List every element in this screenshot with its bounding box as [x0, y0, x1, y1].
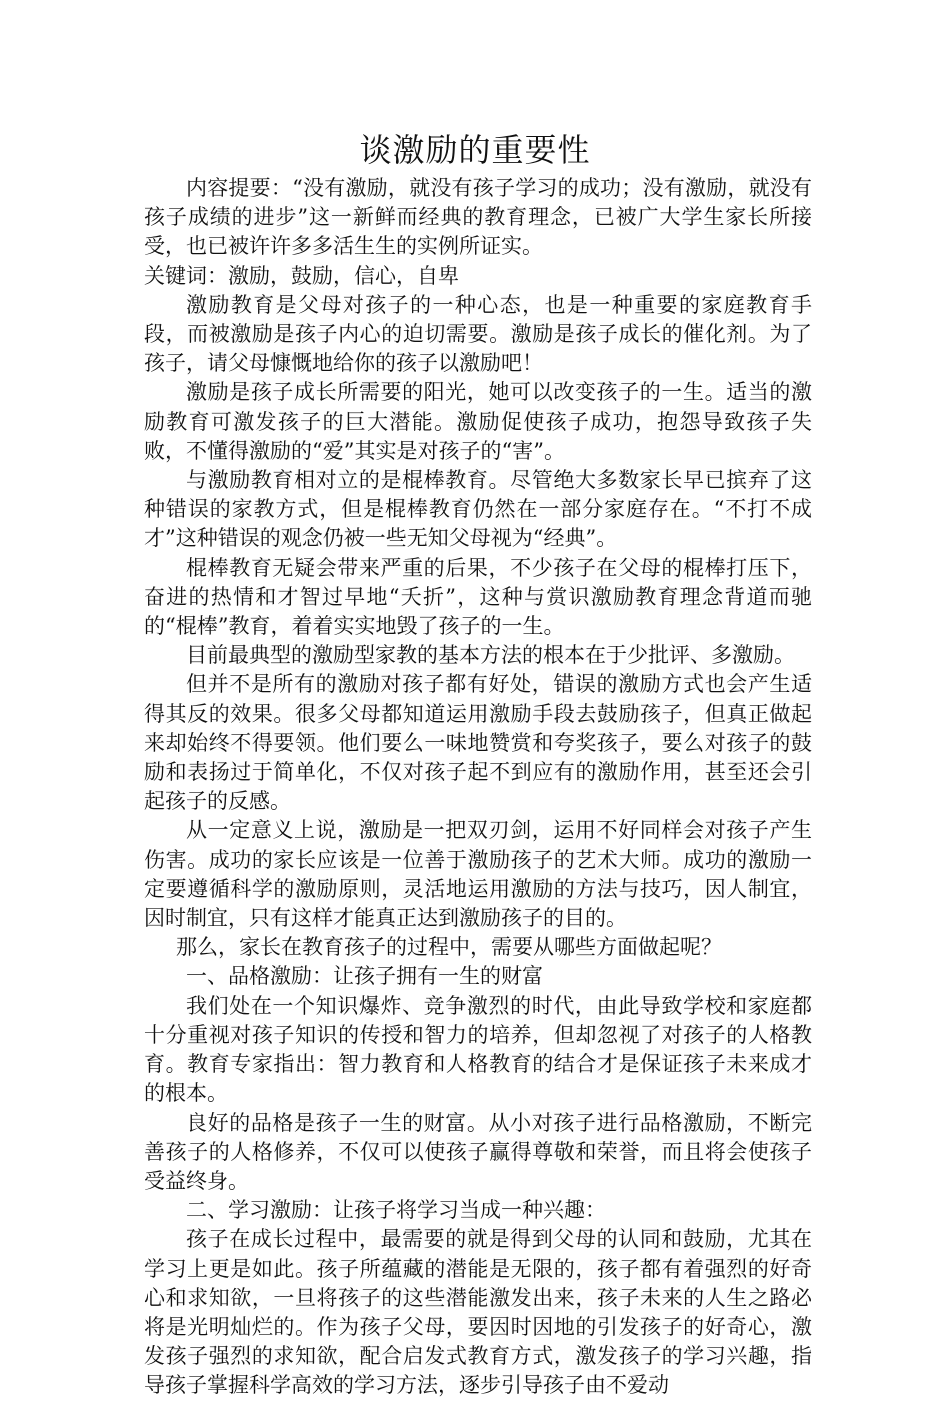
body-paragraph: 激励教育是父母对孩子的一种心态，也是一种重要的家庭教育手段，而被激励是孩子内心的迫切需要。激励是孩子成长的催化剂。为了孩子，请父母慷慨地给你的孩子以激励吧！: [144, 292, 812, 376]
body-paragraph: 我们处在一个知识爆炸、竞争激烈的时代，由此导致学校和家庭都十分重视对孩子知识的传授和智力的培养，但却忽视了对孩子的人格教育。教育专家指出：智力教育和人格教育的结合才是保证孩子未来成才的根本。: [144, 993, 812, 1106]
body-paragraph: 目前最典型的激励型家教的基本方法的根本在于少批评、多激励。: [186, 643, 795, 668]
document-title: 谈激励的重要性: [359, 131, 591, 169]
body-paragraph: 孩子在成长过程中，最需要的就是得到父母的认同和鼓励，尤其在学习上更是如此。孩子所蕴藏的潜能是无限的，孩子都有着强烈的好奇心和求知欲，一旦将孩子的这些潜能激发出来，孩子未来的人生之路必将是光明灿烂的。作为孩子父母，要因时因地的引发孩子的好奇心，激发孩子强烈的求知欲，配合启发式教育方式，激发孩子的学习兴趣，指导孩子掌握科学高效的学习方法，逐步引导孩子由不爱动: [144, 1227, 812, 1398]
body-paragraph: 良好的品格是孩子一生的财富。从小对孩子进行品格激励，不断完善孩子的人格修养，不仅可以使孩子赢得尊敬和荣誉，而且将会使孩子受益终身。: [144, 1110, 812, 1193]
body-paragraph: 棍棒教育无疑会带来严重的后果，不少孩子在父母的棍棒打压下，奋进的热情和才智过早地“夭折”，这种与赏识激励教育理念背道而驰的“棍棒”教育，着着实实地毁了孩子的一生。: [144, 555, 812, 639]
body-paragraph: 但并不是所有的激励对孩子都有好处，错误的激励方式也会产生适得其反的效果。很多父母都知道运用激励手段去鼓励孩子，但真正做起来却始终不得要领。他们要么一味地赞赏和夸奖孩子，要么对孩子的鼓励和表扬过于简单化，不仅对孩子起不到应有的激励作用，甚至还会引起孩子的反感。: [144, 672, 812, 814]
keywords-paragraph: 关键词：激励，鼓励，信心，自卑: [144, 263, 459, 288]
section-heading: 一、品格激励：让孩子拥有一生的财富: [186, 964, 543, 989]
body-paragraph: 激励是孩子成长所需要的阳光，她可以改变孩子的一生。适当的激励教育可激发孩子的巨大潜能。激励促使孩子成功，抱怨导致孩子失败，不懂得激励的“爱”其实是对孩子的“害”。: [144, 380, 812, 463]
body-paragraph: 那么，家长在教育孩子的过程中，需要从哪些方面做起呢？: [176, 935, 722, 960]
body-paragraph: 从一定意义上说，激励是一把双刃剑，运用不好同样会对孩子产生伤害。成功的家长应该是一位善于激励孩子的艺术大师。成功的激励一定要遵循科学的激励原则，灵活地运用激励的方法与技巧，因人制宜，因时制宜，只有这样才能真正达到激励孩子的目的。: [144, 818, 812, 931]
section-heading: 二、学习激励：让孩子将学习当成一种兴趣：: [186, 1198, 606, 1223]
abstract-paragraph: 内容提要：“没有激励，就没有孩子学习的成功；没有激励，就没有孩子成绩的进步”这一新鲜而经典的教育理念，已被广大学生家长所接受，也已被许许多多活生生的实例所证实。: [144, 176, 812, 259]
body-paragraph: 与激励教育相对立的是棍棒教育。尽管绝大多数家长早已摈弃了这种错误的家教方式，但是棍棒教育仍然在一部分家庭存在。“不打不成才”这种错误的观念仍被一些无知父母视为“经典”。: [144, 468, 812, 551]
document-body: [144, 174, 812, 1401]
